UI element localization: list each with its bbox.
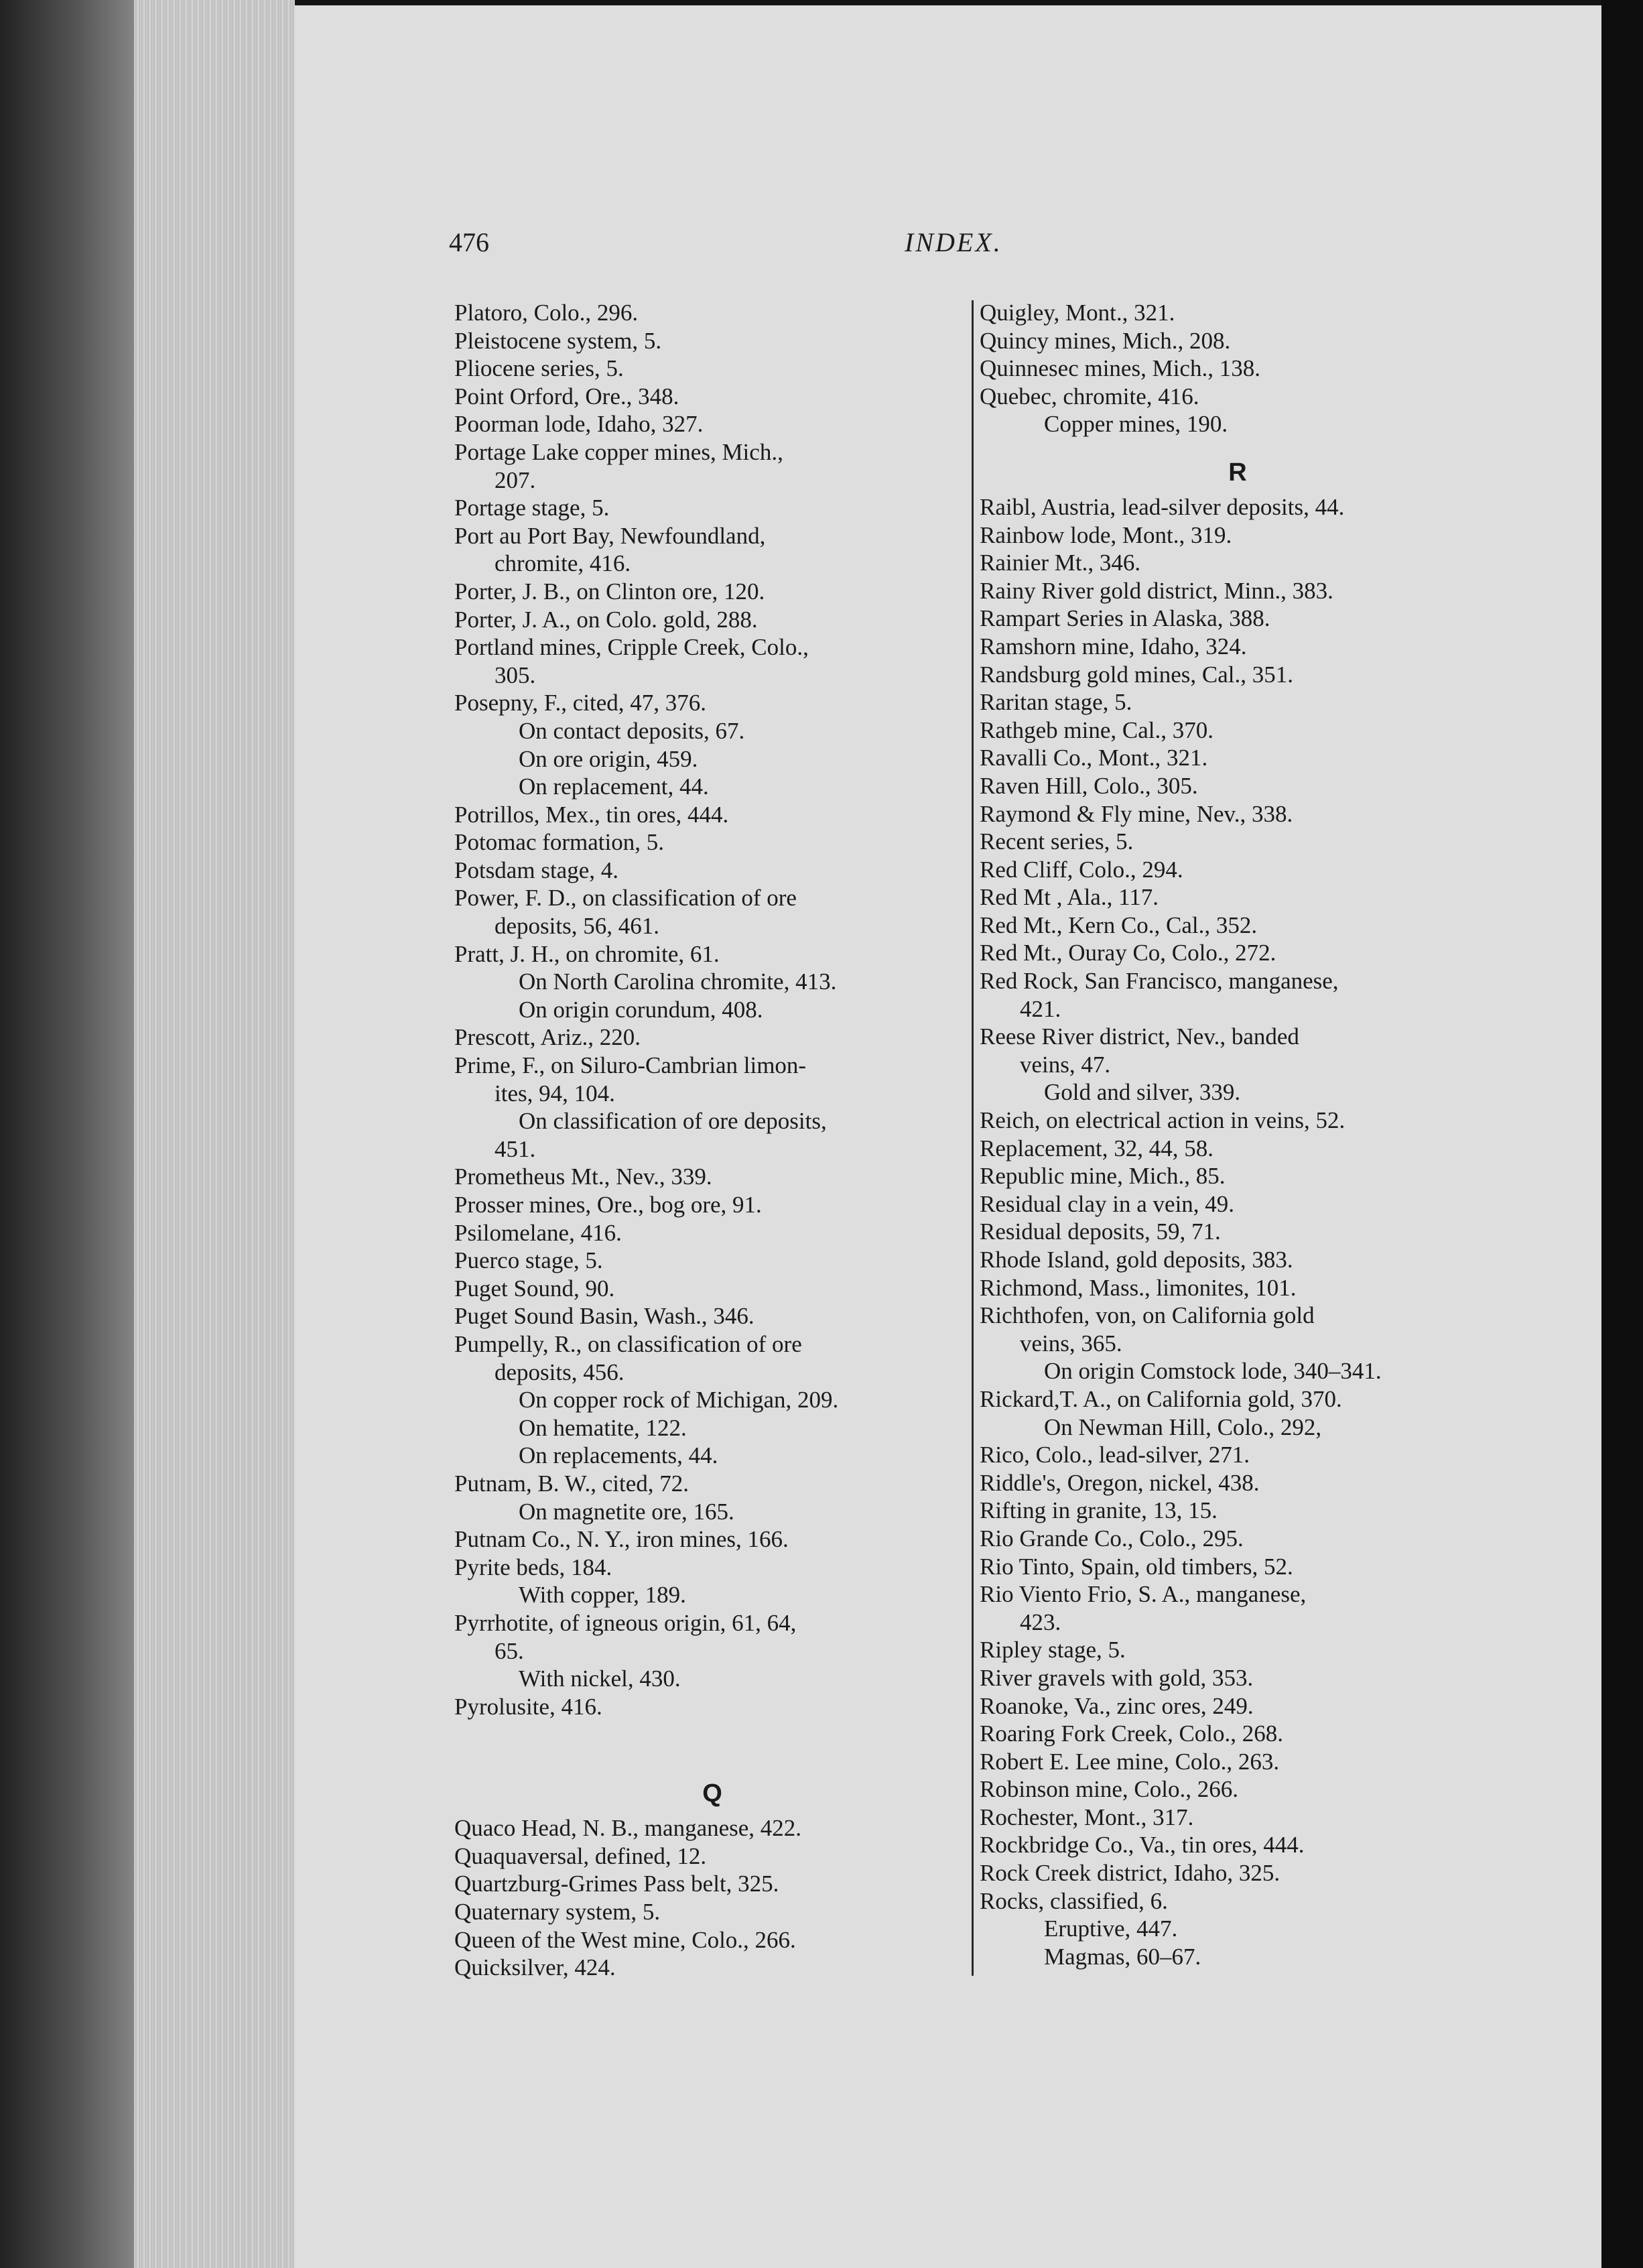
index-subentry: On North Carolina chromite, 413. bbox=[519, 968, 837, 995]
index-entry: Quebec, chromite, 416. bbox=[980, 383, 1199, 410]
index-entry: Quaternary system, 5. bbox=[454, 1899, 661, 1926]
index-entry: Red Mt., Kern Co., Cal., 352. bbox=[980, 911, 1258, 938]
index-entry: Putnam, B. W., cited, 72. bbox=[454, 1470, 689, 1497]
index-entry: Ramshorn mine, Idaho, 324. bbox=[980, 633, 1247, 659]
index-entry: Rico, Colo., lead-silver, 271. bbox=[980, 1442, 1250, 1468]
section-letter-r: R bbox=[1228, 458, 1247, 487]
index-entry: Recent series, 5. bbox=[980, 828, 1134, 855]
section-gap bbox=[454, 1720, 970, 1759]
index-entry: Rainbow lode, Mont., 319. bbox=[980, 521, 1232, 548]
index-continuation: 421. bbox=[1020, 995, 1061, 1022]
index-continuation: veins, 365. bbox=[1020, 1330, 1122, 1357]
r-entries bbox=[980, 493, 1496, 1970]
index-entry: Prosser mines, Ore., bog ore, 91. bbox=[454, 1192, 762, 1218]
index-subentry: On classification of ore deposits, bbox=[519, 1108, 827, 1135]
index-entry: Republic mine, Mich., 85. bbox=[980, 1163, 1226, 1190]
left-column bbox=[454, 299, 970, 1982]
q-entries bbox=[454, 1814, 970, 1982]
index-entry: Raymond & Fly mine, Nev., 338. bbox=[980, 800, 1293, 827]
column-divider bbox=[972, 300, 974, 1976]
index-entry: Ravalli Co., Mont., 321. bbox=[980, 745, 1208, 771]
right-column bbox=[980, 299, 1496, 1970]
index-continuation: deposits, 56, 461. bbox=[495, 913, 659, 940]
index-entry: Potsdam stage, 4. bbox=[454, 857, 618, 883]
index-entry: Puget Sound Basin, Wash., 346. bbox=[454, 1303, 754, 1330]
index-entry: Pratt, J. H., on chromite, 61. bbox=[454, 940, 720, 967]
index-entry: Red Mt , Ala., 117. bbox=[980, 884, 1159, 911]
index-subentry: On copper rock of Michigan, 209. bbox=[519, 1387, 839, 1413]
index-entry: Puget Sound, 90. bbox=[454, 1275, 615, 1302]
index-entry: Robert E. Lee mine, Colo., 263. bbox=[980, 1748, 1280, 1775]
index-subentry: With copper, 189. bbox=[519, 1582, 686, 1609]
index-entry: Roanoke, Va., zinc ores, 249. bbox=[980, 1692, 1254, 1719]
right-gutter bbox=[1601, 0, 1643, 2268]
index-entry: River gravels with gold, 353. bbox=[980, 1664, 1254, 1691]
index-entry: Prime, F., on Siluro-Cambrian limon- bbox=[454, 1052, 807, 1079]
index-subentry: On Newman Hill, Colo., 292, bbox=[1044, 1413, 1322, 1440]
index-subentry: On magnetite ore, 165. bbox=[519, 1498, 734, 1525]
index-subentry: On ore origin, 459. bbox=[519, 745, 698, 772]
index-entry: Pliocene series, 5. bbox=[454, 355, 624, 382]
index-entry: Quinnesec mines, Mich., 138. bbox=[980, 355, 1260, 382]
index-entry: Rhode Island, gold deposits, 383. bbox=[980, 1247, 1293, 1273]
index-continuation: 451. bbox=[495, 1135, 536, 1162]
index-entry: Puerco stage, 5. bbox=[454, 1247, 603, 1274]
index-subentry: On origin corundum, 408. bbox=[519, 996, 763, 1023]
index-entry: Psilomelane, 416. bbox=[454, 1219, 622, 1246]
right-top-entries bbox=[980, 299, 1496, 438]
index-subentry: Magmas, 60–67. bbox=[1044, 1943, 1201, 1970]
index-entry: Portland mines, Cripple Creek, Colo., bbox=[454, 634, 809, 661]
index-entry: Prometheus Mt., Nev., 339. bbox=[454, 1163, 712, 1190]
index-entry: Point Orford, Ore., 348. bbox=[454, 383, 679, 410]
index-entry: Randsburg gold mines, Cal., 351. bbox=[980, 661, 1293, 688]
index-entry: Pyrolusite, 416. bbox=[454, 1693, 602, 1720]
index-entry: Reese River district, Nev., banded bbox=[980, 1023, 1299, 1050]
book-spine-shadow bbox=[0, 0, 141, 2268]
index-entry: Putnam Co., N. Y., iron mines, 166. bbox=[454, 1526, 789, 1553]
index-entry: Pleistocene system, 5. bbox=[454, 327, 662, 354]
index-entry: Portage stage, 5. bbox=[454, 495, 610, 521]
index-entry: Quartzburg-Grimes Pass belt, 325. bbox=[454, 1871, 779, 1897]
index-continuation: 305. bbox=[495, 662, 536, 688]
index-entry: Roaring Fork Creek, Colo., 268. bbox=[980, 1720, 1284, 1747]
index-entry: Quaco Head, N. B., manganese, 422. bbox=[454, 1815, 802, 1842]
index-entry: Poorman lode, Idaho, 327. bbox=[454, 411, 704, 438]
index-entry: Pumpelly, R., on classification of ore bbox=[454, 1330, 802, 1357]
index-entry: Potrillos, Mex., tin ores, 444. bbox=[454, 801, 729, 828]
index-entry: Rio Viento Frio, S. A., manganese, bbox=[980, 1581, 1307, 1608]
index-entry: Red Mt., Ouray Co, Colo., 272. bbox=[980, 940, 1276, 966]
index-entry: Riddle's, Oregon, nickel, 438. bbox=[980, 1469, 1260, 1496]
index-entry: Rainy River gold district, Minn., 383. bbox=[980, 577, 1333, 604]
index-entry: Robinson mine, Colo., 266. bbox=[980, 1776, 1238, 1803]
index-entry: Posepny, F., cited, 47, 376. bbox=[454, 690, 707, 716]
index-entry: Reich, on electrical action in veins, 52. bbox=[980, 1107, 1345, 1134]
index-entry: Rochester, Mont., 317. bbox=[980, 1804, 1194, 1830]
index-entry: Pyrite beds, 184. bbox=[454, 1554, 612, 1580]
index-entry: Red Rock, San Francisco, manganese, bbox=[980, 968, 1339, 995]
index-entry: Port au Port Bay, Newfoundland, bbox=[454, 522, 766, 549]
running-title: INDEX. bbox=[905, 227, 1002, 257]
index-entry: Platoro, Colo., 296. bbox=[454, 300, 639, 326]
index-entry: Prescott, Ariz., 220. bbox=[454, 1024, 641, 1051]
index-entry: Quincy mines, Mich., 208. bbox=[980, 327, 1231, 354]
index-entry: Rocks, classified, 6. bbox=[980, 1887, 1168, 1914]
page-edges bbox=[134, 0, 295, 2268]
index-entry: Quicksilver, 424. bbox=[454, 1954, 616, 1981]
index-continuation: chromite, 416. bbox=[495, 550, 631, 577]
index-entry: Residual clay in a vein, 49. bbox=[980, 1190, 1235, 1217]
index-entry: Potomac formation, 5. bbox=[454, 829, 665, 856]
index-subentry: Copper mines, 190. bbox=[1044, 411, 1228, 438]
index-entry: Rio Tinto, Spain, old timbers, 52. bbox=[980, 1553, 1293, 1580]
index-entry: Rampart Series in Alaska, 388. bbox=[980, 605, 1270, 632]
index-subentry: On replacement, 44. bbox=[519, 773, 709, 800]
index-entry: Richthofen, von, on California gold bbox=[980, 1302, 1315, 1329]
index-entry: Queen of the West mine, Colo., 266. bbox=[454, 1926, 796, 1953]
index-entry: Red Cliff, Colo., 294. bbox=[980, 856, 1183, 883]
index-entry: Pyrrhotite, of igneous origin, 61, 64, bbox=[454, 1609, 797, 1636]
index-entry: Richmond, Mass., limonites, 101. bbox=[980, 1274, 1297, 1301]
section-letter-q: Q bbox=[702, 1779, 722, 1808]
index-continuation: 65. bbox=[495, 1637, 524, 1664]
left-entries bbox=[454, 299, 970, 1720]
index-entry: Ripley stage, 5. bbox=[980, 1637, 1126, 1663]
index-subentry: On replacements, 44. bbox=[519, 1442, 718, 1469]
index-entry: Rockbridge Co., Va., tin ores, 444. bbox=[980, 1832, 1305, 1858]
index-entry: Rathgeb mine, Cal., 370. bbox=[980, 716, 1213, 743]
page-number: 476 bbox=[449, 227, 489, 257]
index-subentry: Gold and silver, 339. bbox=[1044, 1079, 1241, 1106]
index-continuation: veins, 47. bbox=[1020, 1051, 1111, 1078]
index-subentry: Eruptive, 447. bbox=[1044, 1915, 1178, 1942]
index-entry: Porter, J. A., on Colo. gold, 288. bbox=[454, 606, 758, 633]
index-entry: Quigley, Mont., 321. bbox=[980, 300, 1175, 326]
index-entry: Portage Lake copper mines, Mich., bbox=[454, 438, 783, 465]
index-subentry: On origin Comstock lode, 340–341. bbox=[1044, 1358, 1382, 1385]
index-continuation: 423. bbox=[1020, 1609, 1061, 1635]
index-continuation: ites, 94, 104. bbox=[495, 1080, 615, 1107]
index-entry: Porter, J. B., on Clinton ore, 120. bbox=[454, 578, 765, 605]
index-subentry: On contact deposits, 67. bbox=[519, 717, 745, 744]
index-entry: Raven Hill, Colo., 305. bbox=[980, 772, 1198, 799]
index-entry: Rickard,T. A., on California gold, 370. bbox=[980, 1385, 1342, 1412]
index-entry: Replacement, 32, 44, 58. bbox=[980, 1135, 1213, 1161]
index-entry: Quaquaversal, defined, 12. bbox=[454, 1842, 707, 1869]
index-entry: Rainier Mt., 346. bbox=[980, 550, 1141, 576]
index-entry: Rifting in granite, 13, 15. bbox=[980, 1497, 1218, 1524]
index-entry: Raritan stage, 5. bbox=[980, 689, 1132, 716]
index-entry: Raibl, Austria, lead-silver deposits, 44. bbox=[980, 493, 1345, 520]
index-entry: Power, F. D., on classification of ore bbox=[454, 885, 797, 911]
index-continuation: deposits, 456. bbox=[495, 1359, 625, 1385]
page-header bbox=[449, 227, 1025, 267]
index-subentry: On hematite, 122. bbox=[519, 1414, 687, 1441]
index-entry: Residual deposits, 59, 71. bbox=[980, 1218, 1221, 1245]
index-continuation: 207. bbox=[495, 466, 536, 493]
index-entry: Rock Creek district, Idaho, 325. bbox=[980, 1860, 1280, 1887]
index-entry: Rio Grande Co., Colo., 295. bbox=[980, 1525, 1244, 1552]
index-subentry: With nickel, 430. bbox=[519, 1665, 681, 1692]
